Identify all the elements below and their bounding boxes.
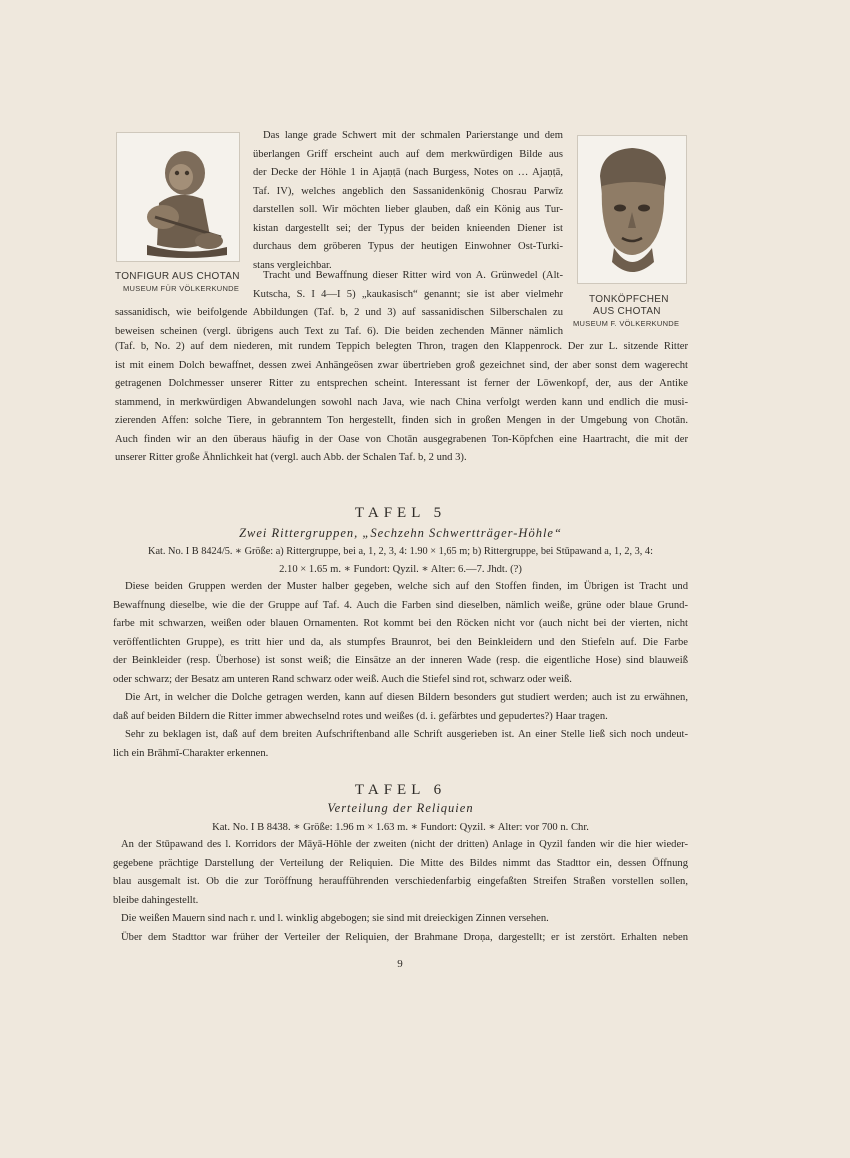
figure-right-caption: TONKÖPFCHEN	[589, 294, 669, 305]
text-line: gegebene prächtige Darstellung der Verteilung der Reliquien. Die Mitte des Bildes nimmt das Stadttor ein, dessen Öffnung	[113, 857, 688, 869]
text-line: darstellen soll. Wir möchten lieber glauben, daß ein König aus Tur-	[253, 204, 563, 215]
tafel6-text	[113, 836, 688, 947]
text-line: (Taf. b, No. 2) auf dem niederen, mit rundem Teppich belegten Thron, tragen den Klappenrock. Der zur L. sitzende Ritter	[115, 341, 688, 352]
tafel6-catalog-line: Kat. No. I B 8438. ∗ Größe: 1.96 m × 1.63 m. ∗ Fundort: Qyzil. ∗ Alter: vor 700 n. Chr.	[212, 822, 589, 833]
text-line: Über dem Stadttor war früher der Verteiler der Reliquien, der Brahmane Droṇa, dargestellt; er ist zerstört. Erhalten neben	[121, 931, 688, 943]
text-line: der Beinkleider (resp. Überhose) ist sonst weiß; die Einsätze an der inneren Wade (resp. die eigentliche Hose) sind blauweiß	[113, 655, 688, 666]
text-line: Die weißen Mauern sind nach r. und l. winklig abgebogen; sie sind mit dreieckigen Zinnen versehen.	[121, 913, 549, 924]
text-line: Bewaffnung dieselbe, wie die der Gruppe auf Taf. 4. Auch die Farben sind dieselben, nämlich weiße, grüne oder blaue Grund-	[113, 599, 688, 611]
tafel5-heading: TAFEL 5	[354, 505, 447, 521]
text-line: Die Art, in welcher die Dolche getragen werden, kann auf diesen Bildern besonders gut studiert werden; auch ist zu erwähnen,	[125, 692, 688, 703]
text-line: Kutscha, S. I 4—I 5) „kaukasisch“ genannt; sie ist aber vielmehr	[253, 288, 563, 300]
clay-head-photo	[577, 135, 687, 284]
text-line: Taf. IV), welches angeblich den Sassanidenkönig Chosrau Parwīz	[253, 185, 563, 197]
text-line: Tracht und Bewaffnung dieser Ritter wird von A. Grünwedel (Alt-	[263, 270, 563, 281]
text-line: unserer Ritter große Ähnlichkeit hat (vergl. auch Abb. der Schalen Taf. b, 2 und 3).	[115, 452, 467, 463]
text-line: blau ausgemalt ist. Ob die zur Toröffnung heraufführenden verschiedenfarbig eingefaßten Streifen Straßen vorstellen sollen,	[113, 876, 688, 887]
text-line: Sehr zu beklagen ist, daß auf dem breiten Aufschriftenband alle Schrift ausgerieben ist. An einer Stelle ließ sich noch undeut-	[125, 729, 688, 740]
intro-paragraph-1	[253, 127, 563, 275]
text-line: getragenen Dolchmesser unserer Ritter zu entsprechen scheint. Interessant ist ferner der Löwenkopf, der, aus der Antike	[115, 378, 688, 389]
text-line: beweisen scheinen (vergl. übrigens auch Text zu Taf. 6). Die beiden zechenden Männer nämlich	[115, 325, 563, 337]
text-line: der Decke der Höhle 1 in Ajaṇṭā (nach Burgess, Notes on … Ajaṇṭā,	[253, 167, 563, 178]
text-line: Auch finden wir an den überaus häufig in der Oase von Chotān ausgegrabenen Ton-Köpfchen eine Haartracht, die mit der	[115, 433, 688, 445]
tafel5-catalog-line-2: 2.10 × 1.65 m. ∗ Fundort: Qyzil. ∗ Alter: 6.—7. Jhdt. (?)	[279, 564, 522, 575]
clay-figure-photo	[116, 132, 240, 262]
text-line: durchaus dem gröberen Typus der heutigen Einwohner Ost-Turki-	[253, 241, 563, 252]
text-line: zierenden Affen: solche Tiere, in gebranntem Ton hergestellt, finden sich in großen Mengen in der Umgebung von Chotān.	[115, 415, 688, 426]
intro-paragraph-2-full	[115, 338, 688, 468]
text-line: An der Stūpawand des l. Korridors der Māyā-Höhle der zweiten (nicht der dritten) Anlage in Qyzil fanden wir die hier wieder-	[121, 839, 688, 850]
text-line: farbe mit schwarzen, weißen oder blauen Ornamenten. Rot kommt bei den Röcken nicht vor (auch nicht bei der vierten, nicht	[113, 618, 688, 629]
intro-paragraph-2-narrow	[253, 267, 563, 304]
clay-figure-image	[117, 133, 239, 261]
text-line: sassanidisch, wie beifolgende Abbildungen (Taf. b, 2 und 3) auf sassanidischen Silberschalen zu	[115, 307, 563, 318]
figure-left-museum: MUSEUM FÜR VÖLKERKUNDE	[123, 284, 240, 293]
text-line: ist mit einem Dolch bewaffnet, dessen zwei Anhängeösen zwar übertrieben groß gezeichnet sind, der aber sonst dem wagerecht	[115, 359, 688, 371]
text-line: oder schwarz; der Besatz am unteren Rand schwarz oder weiß. Auch die Stiefel sind rot, schwarz oder weiß.	[113, 673, 572, 685]
tafel6-heading: TAFEL 6	[354, 782, 447, 798]
text-line: Das lange grade Schwert mit der schmalen Parierstange und dem	[263, 130, 563, 141]
intro-paragraph-2-mid	[115, 304, 563, 341]
tafel6-subtitle: Verteilung der Reliquien	[327, 801, 474, 815]
figure-right-origin: AUS CHOTAN	[593, 306, 661, 317]
clay-head-image	[578, 136, 686, 283]
text-line: stans vergleichbar.	[253, 259, 332, 271]
text-line: bleibe dahingestellt.	[113, 894, 199, 906]
text-line: veröffentlichten Gruppe), es tritt hier und da, als stumpfes Braunrot, bei den Beinkleidern und den Stiefeln auf. Die Farbe	[113, 636, 688, 648]
text-line: stammend, in merkwürdigen Abwandelungen sowohl nach Java, wie nach China verfolgt werden kann und endlich die musi-	[115, 396, 688, 408]
text-line: daß auf beiden Bildern die Ritter immer abwechselnd rotes und weißes (d. i. gefärbtes und gepudertes?) Haar tragen.	[113, 710, 608, 722]
tafel5-text	[113, 578, 688, 763]
text-line: überlangen Griff erscheint auch auf dem merkwürdigen Bilde aus	[253, 148, 563, 160]
text-line: lich ein Brāhmī-Charakter erkennen.	[113, 747, 269, 759]
figure-right-museum: MUSEUM F. VÖLKERKUNDE	[573, 319, 680, 328]
tafel5-catalog-line-1: Kat. No. I B 8424/5. ∗ Größe: a) Rittergruppe, bei a, 1, 2, 3, 4: 1.90 × 1,65 m; b) Rittergruppe, bei Stūpawand a, 1, 2, 3, 4:	[148, 546, 653, 557]
text-line: kistan dargestellt sei; der Typus der beiden knieenden Diener ist	[253, 222, 563, 234]
text-line: Diese beiden Gruppen werden der Muster halber gegeben, welche sich auf den Stoffen finden, im Übrigen ist Tracht und	[125, 581, 688, 592]
page-number: 9	[397, 958, 403, 970]
figure-left-caption: TONFIGUR AUS CHOTAN	[115, 271, 240, 282]
tafel5-subtitle: Zwei Rittergruppen, „Sechzehn Schwertträger-Höhle“	[239, 526, 562, 540]
